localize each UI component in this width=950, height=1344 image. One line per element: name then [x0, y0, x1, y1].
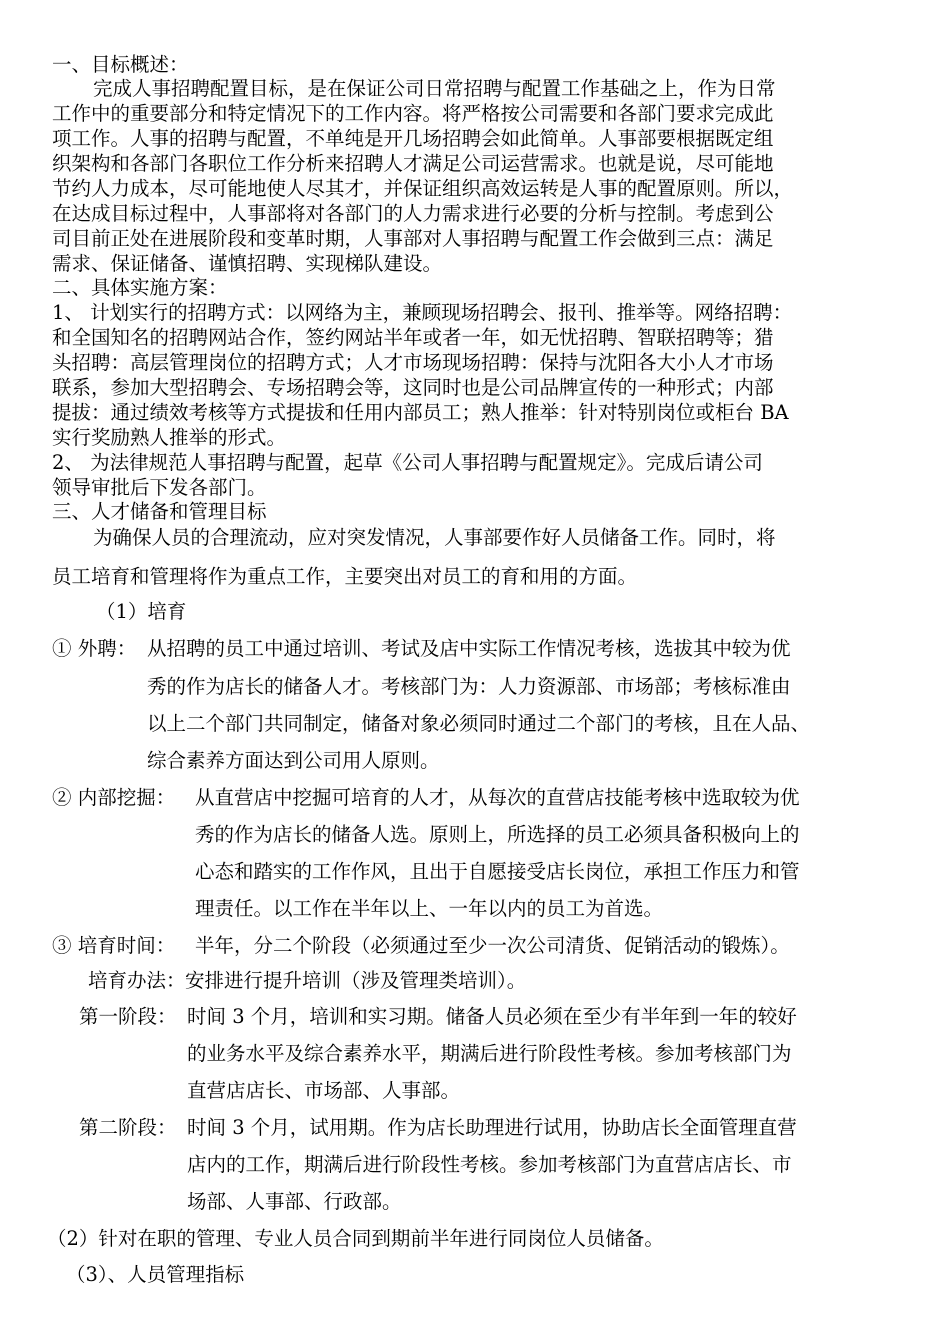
- paragraph-line: 织架构和各部门各职位工作分析来招聘人才满足公司运营需求。也就是说，尽可能地: [52, 152, 774, 175]
- subsection-line: （2）针对在职的管理、专业人员合同到期前半年进行同岗位人员储备。: [47, 1227, 664, 1250]
- item-text-line: 从直营店中挖掘可培育的人才，从每次的直营店技能考核中选取较为优: [195, 786, 800, 809]
- item-text-line: 理责任。以工作在半年以上、一年以内的员工为首选。: [195, 897, 664, 920]
- paragraph-line: 为确保人员的合理流动，应对突发情况，人事部要作好人员储备工作。同时，将: [93, 526, 776, 549]
- item-label: 培育办法：: [88, 969, 186, 992]
- stage-label: 第二阶段：: [79, 1116, 177, 1139]
- section-2-heading: 二、具体实施方案：: [52, 276, 228, 299]
- item-text-line: 综合素养方面达到公司用人原则。: [147, 749, 440, 772]
- paragraph-line: 完成人事招聘配置目标，是在保证公司日常招聘与配置工作基础之上，作为日常: [93, 77, 776, 100]
- item-label: ③ 培育时间：: [52, 934, 176, 957]
- list-item-line: 头招聘：高层管理岗位的招聘方式；人才市场现场招聘：保持与沈阳各大小人才市场: [52, 351, 774, 374]
- stage-label: 第一阶段：: [79, 1005, 177, 1028]
- list-item-line: 实行奖励熟人推举的形式。: [52, 426, 287, 449]
- item-label: ② 内部挖掘：: [52, 786, 176, 809]
- paragraph-line: 节约人力成本，尽可能地使人尽其才，并保证组织高效运转是人事的配置原则。所以，: [52, 177, 794, 200]
- list-item-line: 领导审批后下发各部门。: [52, 476, 267, 499]
- paragraph-line: 工作中的重要部分和特定情况下的工作内容。将严格按公司需要和各部门要求完成此: [52, 102, 774, 125]
- subsection-heading: （1）培育: [96, 600, 187, 623]
- list-item-line: 联系，参加大型招聘会、专场招聘会等，这同时也是公司品牌宣传的一种形式；内部: [52, 376, 774, 399]
- section-3-heading: 三、人才储备和管理目标: [52, 500, 267, 523]
- stage-text-line: 场部、人事部、行政部。: [187, 1190, 402, 1213]
- item-text-line: 安排进行提升培训（涉及管理类培训）。: [185, 969, 527, 992]
- item-text-line: 从招聘的员工中通过培训、考试及店中实际工作情况考核，选拔其中较为优: [147, 637, 791, 660]
- paragraph-line: 项工作。人事的招聘与配置，不单纯是开几场招聘会如此简单。人事部要根据既定组: [52, 127, 774, 150]
- paragraph-line: 员工培育和管理将作为重点工作，主要突出对员工的育和用的方面。: [52, 565, 638, 588]
- stage-text-line: 的业务水平及综合素养水平，期满后进行阶段性考核。参加考核部门为: [187, 1042, 792, 1065]
- list-item-line: 和全国知名的招聘网站合作，签约网站半年或者一年，如无忧招聘、智联招聘等；猎: [52, 326, 774, 349]
- item-text-line: 以上二个部门共同制定，储备对象必须同时通过二个部门的考核，且在人品、: [147, 712, 811, 735]
- subsection-heading: （3）、人员管理指标: [66, 1263, 245, 1286]
- stage-text-line: 店内的工作，期满后进行阶段性考核。参加考核部门为直营店店长、市: [187, 1153, 792, 1176]
- list-item-line: 提拔：通过绩效考核等方式提拔和任用内部员工；熟人推举：针对特别岗位或柜台 BA: [52, 401, 789, 424]
- list-item-line: 1、 计划实行的招聘方式：以网络为主，兼顾现场招聘会、报刊、推举等。网络招聘：: [52, 301, 793, 324]
- section-1-heading: 一、目标概述：: [52, 53, 189, 76]
- paragraph-line: 司目前正处在进展阶段和变革时期，人事部对人事招聘与配置工作会做到三点：满足: [52, 227, 774, 250]
- stage-text-line: 时间 3 个月，试用期。作为店长助理进行试用，协助店长全面管理直营: [187, 1116, 797, 1139]
- paragraph-line: 在达成目标过程中，人事部将对各部门的人力需求进行必要的分析与控制。考虑到公: [52, 202, 774, 225]
- stage-text-line: 时间 3 个月，培训和实习期。储备人员必须在至少有半年到一年的较好: [187, 1005, 797, 1028]
- item-text-line: 半年，分二个阶段（必须通过至少一次公司清货、促销活动的锻炼）。: [195, 934, 790, 957]
- paragraph-line: 需求、保证储备、谨慎招聘、实现梯队建设。: [52, 252, 443, 275]
- item-text-line: 心态和踏实的工作作风，且出于自愿接受店长岗位，承担工作压力和管: [195, 860, 800, 883]
- item-text-line: 秀的作为店长的储备人才。考核部门为：人力资源部、市场部；考核标准由: [147, 675, 791, 698]
- stage-text-line: 直营店店长、市场部、人事部。: [187, 1079, 461, 1102]
- item-text-line: 秀的作为店长的储备人选。原则上，所选择的员工必须具备积极向上的: [195, 823, 800, 846]
- item-label: ① 外聘：: [52, 637, 137, 660]
- list-item-line: 2、 为法律规范人事招聘与配置，起草《公司人事招聘与配置规定》。完成后请公司: [52, 451, 763, 474]
